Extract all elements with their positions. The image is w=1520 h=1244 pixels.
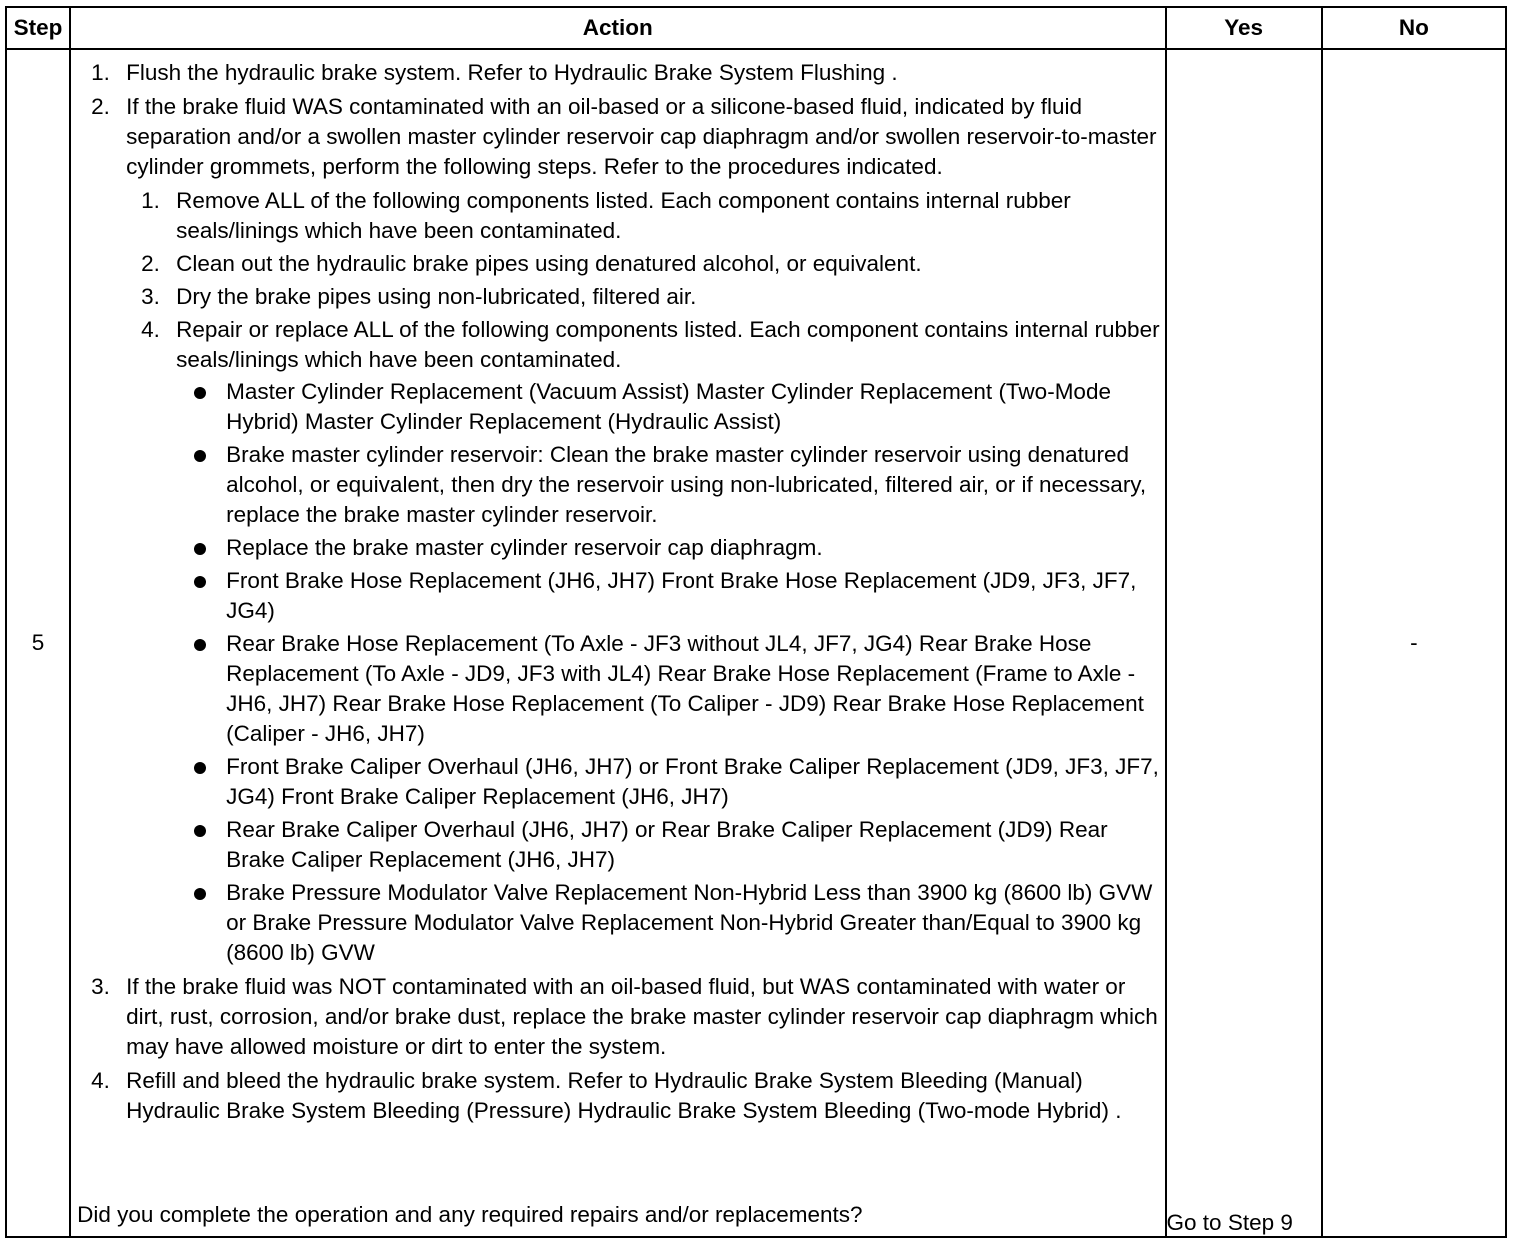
sub-step-text: Clean out the hydraulic brake pipes using denatured alcohol, or equivalent. bbox=[176, 251, 922, 276]
bullet-text: Brake Pressure Modulator Valve Replacement Non-Hybrid Less than 3900 kg (8600 lb) GVW or Brake Pressure Modulator Valve Replacement Non-Hybrid Greater than/Equal to 3900 kg (8600 lb) GVW bbox=[226, 880, 1153, 965]
table-row bbox=[6, 49, 1506, 1237]
sub-step bbox=[121, 186, 1164, 246]
step-text: Flush the hydraulic brake system. Refer to Hydraulic Brake System Flushing . bbox=[126, 60, 898, 85]
bullet-icon bbox=[194, 576, 206, 588]
bullet-text: Brake master cylinder reservoir: Clean the brake master cylinder reservoir using denatured alcohol, or equivalent, then dry the reservoir using non-lubricated, filtered air, or if necessary, replace the brake master cylinder reservoir. bbox=[226, 442, 1147, 527]
bullet-item bbox=[171, 533, 1164, 563]
bullet-item bbox=[171, 752, 1164, 812]
sub-step bbox=[121, 282, 1164, 312]
bullet-icon bbox=[194, 387, 206, 399]
no-result: - bbox=[1322, 49, 1506, 1237]
step-index: 4. bbox=[91, 1068, 110, 1093]
action-step bbox=[71, 1066, 1164, 1126]
bullet-icon bbox=[194, 543, 206, 555]
bullet-item bbox=[171, 566, 1164, 626]
bullet-item bbox=[171, 377, 1164, 437]
bullet-icon bbox=[194, 762, 206, 774]
sub-step-text: Repair or replace ALL of the following components listed. Each component contains internal rubber seals/linings which have been contaminated. bbox=[176, 317, 1160, 372]
sub-step-index: 2. bbox=[141, 251, 160, 276]
header-action: Action bbox=[70, 7, 1165, 49]
step-text: If the brake fluid was NOT contaminated with an oil-based fluid, but WAS contaminated with water or dirt, rust, corrosion, and/or brake dust, replace the brake master cylinder reservoir cap diaphragm which may have allowed moisture or dirt to enter the system. bbox=[126, 974, 1158, 1059]
sub-step-index: 3. bbox=[141, 284, 160, 309]
bullet-text: Master Cylinder Replacement (Vacuum Assist) Master Cylinder Replacement (Two-Mode Hybrid) Master Cylinder Replacement (Hydraulic Assist) bbox=[226, 379, 1111, 434]
bullet-item bbox=[171, 440, 1164, 530]
bullet-text: Rear Brake Hose Replacement (To Axle - JF3 without JL4, JF7, JG4) Rear Brake Hose Replacement (To Axle - JD9, JF3 with JL4) Rear Brake Hose Replacement (Frame to Axle - JH6, JH7) Rear Brake Hose Replacement (To Caliper - JD9) Rear Brake Hose Replacement (Caliper - JH6, JH7) bbox=[226, 631, 1144, 746]
step-number: 5 bbox=[6, 49, 70, 1237]
header-yes: Yes bbox=[1166, 7, 1322, 49]
bullet-text: Front Brake Hose Replacement (JH6, JH7) Front Brake Hose Replacement (JD9, JF3, JF7, JG4) bbox=[226, 568, 1137, 623]
header-no: No bbox=[1322, 7, 1506, 49]
action-step bbox=[71, 92, 1164, 968]
bullet-text: Replace the brake master cylinder reservoir cap diaphragm. bbox=[226, 535, 823, 560]
procedure-table bbox=[5, 6, 1507, 1238]
sub-step bbox=[121, 249, 1164, 279]
bullet-item bbox=[171, 878, 1164, 968]
bullet-icon bbox=[194, 450, 206, 462]
sub-steps-list bbox=[121, 186, 1164, 968]
sub-step-index: 1. bbox=[141, 188, 160, 213]
header-step: Step bbox=[6, 7, 70, 49]
bullet-text: Rear Brake Caliper Overhaul (JH6, JH7) or Rear Brake Caliper Replacement (JD9) Rear Brake Caliper Replacement (JH6, JH7) bbox=[226, 817, 1108, 872]
step-index: 1. bbox=[91, 60, 110, 85]
sub-step bbox=[121, 315, 1164, 968]
step-text: If the brake fluid WAS contaminated with an oil-based or a silicone-based fluid, indicated by fluid separation and/or a swollen master cylinder reservoir cap diaphragm and/or swollen reservoir-to-master cylinder grommets, perform the following steps. Refer to the procedures indicated. bbox=[126, 94, 1157, 179]
bullet-text: Front Brake Caliper Overhaul (JH6, JH7) or Front Brake Caliper Replacement (JD9, JF3, JF7, JG4) Front Brake Caliper Replacement (JH6, JH7) bbox=[226, 754, 1159, 809]
bullet-icon bbox=[194, 888, 206, 900]
action-step bbox=[71, 58, 1164, 88]
step-text: Refill and bleed the hydraulic brake system. Refer to Hydraulic Brake System Bleeding (Manual) Hydraulic Brake System Bleeding (Pressure) Hydraulic Brake System Bleeding (Two-mode Hybrid) . bbox=[126, 1068, 1122, 1123]
completion-question: Did you complete the operation and any required repairs and/or replacements? bbox=[77, 1202, 863, 1227]
bullet-item bbox=[171, 629, 1164, 749]
bullet-icon bbox=[194, 639, 206, 651]
component-bullet-list bbox=[171, 377, 1164, 968]
step-index: 2. bbox=[91, 94, 110, 119]
bullet-item bbox=[171, 815, 1164, 875]
yes-result: Go to Step 9 bbox=[1166, 49, 1322, 1237]
step-index: 3. bbox=[91, 974, 110, 999]
action-step bbox=[71, 972, 1164, 1062]
action-cell bbox=[70, 49, 1165, 1237]
header-row bbox=[6, 7, 1506, 49]
sub-step-text: Dry the brake pipes using non-lubricated, filtered air. bbox=[176, 284, 697, 309]
bullet-icon bbox=[194, 825, 206, 837]
sub-step-index: 4. bbox=[141, 317, 160, 342]
sub-step-text: Remove ALL of the following components listed. Each component contains internal rubber seals/linings which have been contaminated. bbox=[176, 188, 1071, 243]
action-steps-list bbox=[71, 50, 1164, 1126]
